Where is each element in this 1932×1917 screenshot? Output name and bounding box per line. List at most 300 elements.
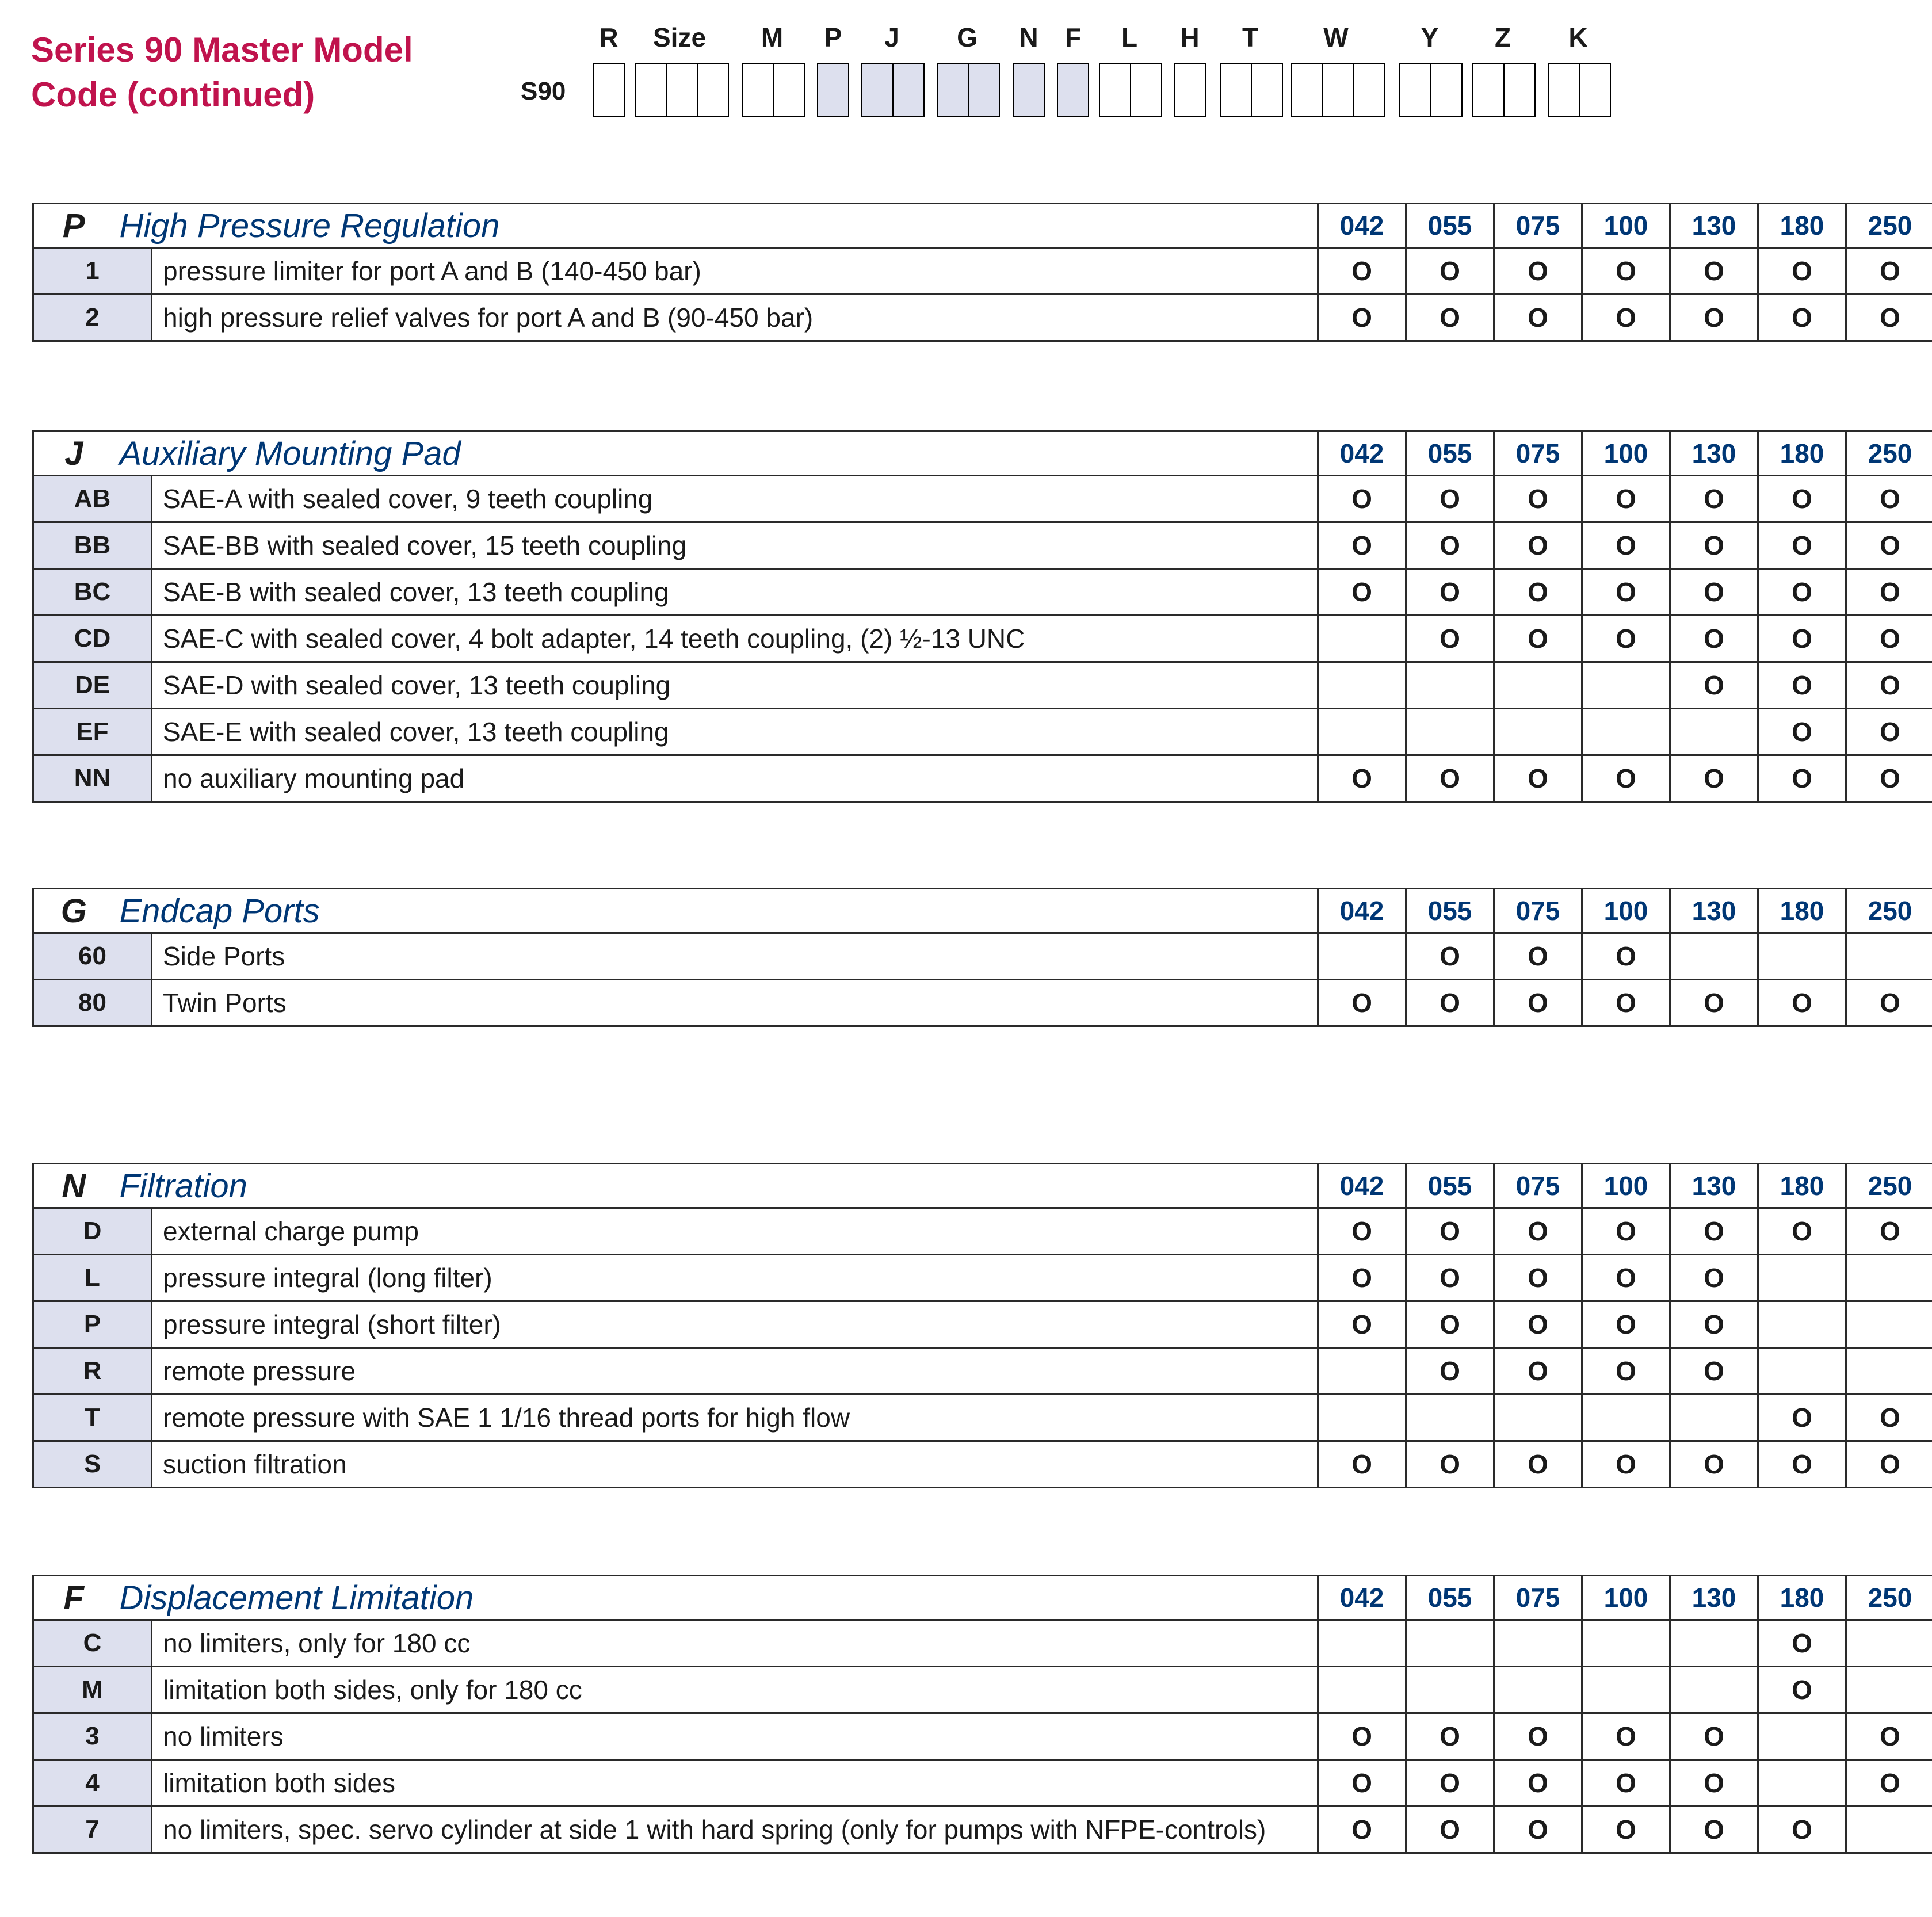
availability-cell: O [1318,1255,1406,1301]
code-box [1430,63,1463,117]
option-code: AB [33,476,152,522]
option-code: M [33,1667,152,1713]
code-group-boxes [937,63,1000,117]
table-row [33,569,1932,616]
table-row [33,616,1932,662]
availability-cell: O [1494,1208,1582,1255]
availability-cell [1670,1620,1758,1667]
availability-cell: O [1406,476,1494,522]
availability-cell: O [1494,1301,1582,1348]
availability-cell [1406,1395,1494,1441]
section-title: High Pressure Regulation [114,204,1318,248]
availability-cell: O [1758,1620,1846,1667]
code-group-label: W [1323,22,1349,52]
availability-cell: O [1846,295,1932,341]
availability-cell: O [1670,616,1758,662]
option-table [32,1575,1932,1854]
availability-cell [1846,1301,1932,1348]
table-row [33,1208,1932,1255]
availability-cell: O [1582,569,1670,616]
size-column-header: 055 [1406,204,1494,248]
size-column-header: 042 [1318,204,1406,248]
option-description: SAE-B with sealed cover, 13 teeth coupling [152,569,1318,616]
availability-cell [1582,1395,1670,1441]
code-box [1548,63,1580,117]
option-code: R [33,1348,152,1395]
availability-cell [1758,1348,1846,1395]
code-box [1322,63,1354,117]
option-description: pressure limiter for port A and B (140-450 bar) [152,248,1318,295]
option-description: limitation both sides, only for 180 cc [152,1667,1318,1713]
availability-cell [1670,933,1758,980]
availability-cell [1318,933,1406,980]
availability-cell: O [1406,1760,1494,1807]
availability-cell: O [1846,662,1932,709]
code-group-label: H [1180,22,1200,52]
availability-cell: O [1582,755,1670,802]
availability-cell: O [1406,248,1494,295]
code-group-boxes [1472,63,1536,117]
availability-cell: O [1318,569,1406,616]
table-row [33,1348,1932,1395]
availability-cell: O [1494,933,1582,980]
size-column-header: 130 [1670,204,1758,248]
option-table [32,430,1932,803]
availability-cell: O [1582,1713,1670,1760]
table-header-row [33,889,1932,933]
option-code: BC [33,569,152,616]
availability-cell [1582,1620,1670,1667]
option-description: no limiters, only for 180 cc [152,1620,1318,1667]
option-code: P [33,1301,152,1348]
option-code: 4 [33,1760,152,1807]
availability-cell: O [1670,662,1758,709]
availability-cell: O [1758,662,1846,709]
size-column-header: 075 [1494,1576,1582,1620]
availability-cell [1318,1395,1406,1441]
availability-cell: O [1494,1255,1582,1301]
availability-cell [1318,1348,1406,1395]
availability-cell [1582,709,1670,755]
size-column-header: 250 [1846,889,1932,933]
code-box [1472,63,1505,117]
code-box [937,63,969,117]
size-column-header: 100 [1582,889,1670,933]
option-code: 80 [33,980,152,1026]
code-box [773,63,805,117]
code-group-boxes [1057,63,1089,117]
code-box [1251,63,1283,117]
option-code: DE [33,662,152,709]
option-description: high pressure relief valves for port A and B (90-450 bar) [152,295,1318,341]
option-description: no auxiliary mounting pad [152,755,1318,802]
availability-cell: O [1406,569,1494,616]
table-row [33,1620,1932,1667]
availability-cell: O [1494,248,1582,295]
availability-cell: O [1670,980,1758,1026]
table-row [33,933,1932,980]
option-description: remote pressure [152,1348,1318,1395]
size-column-header: 042 [1318,1576,1406,1620]
size-column-header: 042 [1318,431,1406,476]
availability-cell: O [1846,476,1932,522]
availability-cell: O [1318,1441,1406,1488]
section-title: Filtration [114,1164,1318,1208]
table-row [33,1713,1932,1760]
availability-cell [1670,1667,1758,1713]
availability-cell: O [1670,1713,1758,1760]
availability-cell: O [1582,933,1670,980]
availability-cell: O [1494,616,1582,662]
table-row [33,1441,1932,1488]
size-column-header: 180 [1758,1164,1846,1208]
availability-cell [1846,933,1932,980]
availability-cell: O [1846,522,1932,569]
size-column-header: 180 [1758,431,1846,476]
table-row [33,295,1932,341]
size-column-header: 180 [1758,889,1846,933]
code-group-boxes [861,63,925,117]
availability-cell: O [1406,980,1494,1026]
availability-cell [1318,1667,1406,1713]
availability-cell [1846,1255,1932,1301]
code-group-label: Y [1421,22,1439,52]
option-description: SAE-BB with sealed cover, 15 teeth coupling [152,522,1318,569]
availability-cell: O [1318,755,1406,802]
code-group-boxes [1099,63,1162,117]
size-column-header: 130 [1670,431,1758,476]
availability-cell: O [1406,1348,1494,1395]
section-letter: N [33,1164,114,1208]
availability-cell: O [1318,1807,1406,1853]
availability-cell [1318,709,1406,755]
availability-cell: O [1846,1395,1932,1441]
code-group-boxes [1220,63,1283,117]
option-code: 60 [33,933,152,980]
size-column-header: 250 [1846,431,1932,476]
model-code-prefix: S90 [521,77,566,105]
table-row [33,522,1932,569]
availability-cell [1582,1667,1670,1713]
availability-cell: O [1406,522,1494,569]
size-column-header: 055 [1406,1576,1494,1620]
code-group-boxes [742,63,805,117]
option-code: 2 [33,295,152,341]
availability-cell: O [1582,1441,1670,1488]
option-description: no limiters [152,1713,1318,1760]
size-column-header: 130 [1670,1576,1758,1620]
table-row [33,1760,1932,1807]
code-box [1399,63,1431,117]
code-group-label: R [599,22,618,52]
availability-cell: O [1670,569,1758,616]
option-code: 7 [33,1807,152,1853]
option-table [32,888,1932,1027]
table-header-row [33,204,1932,248]
availability-cell [1406,1620,1494,1667]
availability-cell: O [1494,295,1582,341]
option-code: C [33,1620,152,1667]
size-column-header: 075 [1494,204,1582,248]
availability-cell: O [1670,248,1758,295]
availability-cell: O [1582,1348,1670,1395]
availability-cell [1494,1395,1582,1441]
table-header-row [33,1576,1932,1620]
availability-cell: O [1582,616,1670,662]
availability-cell: O [1670,1348,1758,1395]
option-code: L [33,1255,152,1301]
option-code: EF [33,709,152,755]
availability-cell: O [1758,1208,1846,1255]
availability-cell [1670,1395,1758,1441]
availability-cell [1758,1301,1846,1348]
code-box [1220,63,1252,117]
availability-cell [1406,1667,1494,1713]
availability-cell: O [1758,1441,1846,1488]
availability-cell: O [1494,522,1582,569]
code-group-label: Z [1494,22,1511,52]
option-description: pressure integral (long filter) [152,1255,1318,1301]
availability-cell: O [1494,569,1582,616]
availability-cell: O [1670,522,1758,569]
availability-cell: O [1582,980,1670,1026]
availability-cell [1846,1348,1932,1395]
option-description: SAE-D with sealed cover, 13 teeth coupling [152,662,1318,709]
code-group-label: P [824,22,842,52]
availability-cell: O [1494,1348,1582,1395]
code-group-boxes [1291,63,1385,117]
table-row [33,1807,1932,1853]
availability-cell [1494,709,1582,755]
option-code: 3 [33,1713,152,1760]
option-table [32,1163,1932,1488]
availability-cell [1406,662,1494,709]
size-column-header: 042 [1318,889,1406,933]
availability-cell: O [1758,1667,1846,1713]
size-column-header: 130 [1670,889,1758,933]
availability-cell: O [1758,476,1846,522]
section-letter: F [33,1576,114,1620]
availability-cell [1318,1620,1406,1667]
availability-cell: O [1406,1301,1494,1348]
code-group-label: N [1019,22,1038,52]
code-box [968,63,1000,117]
availability-cell [1494,1620,1582,1667]
code-box [697,63,729,117]
option-description: SAE-C with sealed cover, 4 bolt adapter, 14 teeth coupling, (2) ½-13 UNC [152,616,1318,662]
availability-cell [1318,616,1406,662]
availability-cell: O [1318,1208,1406,1255]
availability-cell: O [1670,1441,1758,1488]
availability-cell: O [1494,1807,1582,1853]
option-description: limitation both sides [152,1760,1318,1807]
availability-cell: O [1582,1807,1670,1853]
size-column-header: 100 [1582,431,1670,476]
option-description: Side Ports [152,933,1318,980]
option-code: CD [33,616,152,662]
option-code: T [33,1395,152,1441]
size-column-header: 250 [1846,1576,1932,1620]
option-description: SAE-A with sealed cover, 9 teeth coupling [152,476,1318,522]
availability-cell: O [1406,295,1494,341]
availability-cell [1758,1255,1846,1301]
section-title: Auxiliary Mounting Pad [114,431,1318,476]
size-column-header: 075 [1494,889,1582,933]
code-box [1291,63,1323,117]
page-title [31,28,413,117]
availability-cell: O [1406,1713,1494,1760]
availability-cell [1494,662,1582,709]
availability-cell: O [1670,1301,1758,1348]
size-column-header: 055 [1406,889,1494,933]
availability-cell: O [1846,1713,1932,1760]
availability-cell: O [1582,1208,1670,1255]
code-box [1174,63,1206,117]
availability-cell: O [1758,616,1846,662]
size-column-header: 180 [1758,204,1846,248]
table-row [33,662,1932,709]
availability-cell: O [1318,1713,1406,1760]
size-column-header: 075 [1494,1164,1582,1208]
availability-cell: O [1758,709,1846,755]
availability-cell [1846,1620,1932,1667]
option-description: suction filtration [152,1441,1318,1488]
availability-cell: O [1406,1255,1494,1301]
availability-cell: O [1582,476,1670,522]
option-description: SAE-E with sealed cover, 13 teeth coupling [152,709,1318,755]
availability-cell: O [1582,1255,1670,1301]
table-row [33,1395,1932,1441]
option-code: S [33,1441,152,1488]
code-box [861,63,894,117]
availability-cell: O [1494,1760,1582,1807]
availability-cell: O [1758,295,1846,341]
code-group-label: L [1121,22,1138,52]
availability-cell: O [1318,522,1406,569]
code-box [666,63,698,117]
availability-cell: O [1406,1807,1494,1853]
availability-cell: O [1582,1760,1670,1807]
availability-cell: O [1318,248,1406,295]
code-box [742,63,774,117]
availability-cell: O [1494,1441,1582,1488]
availability-cell: O [1494,476,1582,522]
option-description: external charge pump [152,1208,1318,1255]
table-row [33,755,1932,802]
code-box [1099,63,1131,117]
code-box [892,63,925,117]
table-row [33,1255,1932,1301]
availability-cell: O [1318,295,1406,341]
availability-cell: O [1406,616,1494,662]
availability-cell [1758,933,1846,980]
availability-cell: O [1846,980,1932,1026]
code-box [1130,63,1162,117]
option-description: Twin Ports [152,980,1318,1026]
code-group-boxes [593,63,625,117]
availability-cell [1758,1760,1846,1807]
availability-cell: O [1494,755,1582,802]
size-column-header: 250 [1846,204,1932,248]
availability-cell: O [1670,295,1758,341]
availability-cell: O [1582,1301,1670,1348]
size-column-header: 130 [1670,1164,1758,1208]
code-group-label: K [1568,22,1588,52]
table-row [33,980,1932,1026]
option-description: no limiters, spec. servo cylinder at side 1 with hard spring (only for pumps with NFPE-controls) [152,1807,1318,1853]
code-group-label: J [884,22,899,52]
availability-cell: O [1758,980,1846,1026]
availability-cell: O [1846,755,1932,802]
availability-cell: O [1846,1208,1932,1255]
availability-cell: O [1406,755,1494,802]
code-box [1579,63,1611,117]
option-table [32,203,1932,342]
availability-cell: O [1846,709,1932,755]
availability-cell [1670,709,1758,755]
availability-cell: O [1406,933,1494,980]
availability-cell: O [1582,248,1670,295]
code-group-boxes [1174,63,1206,117]
availability-cell [1318,662,1406,709]
availability-cell: O [1670,1760,1758,1807]
availability-cell: O [1582,522,1670,569]
size-column-header: 100 [1582,204,1670,248]
availability-cell: O [1670,1807,1758,1853]
code-box [1057,63,1089,117]
option-description: pressure integral (short filter) [152,1301,1318,1348]
code-group-boxes [635,63,729,117]
code-group-boxes [1399,63,1463,117]
availability-cell [1494,1667,1582,1713]
availability-cell: O [1846,569,1932,616]
code-box [593,63,625,117]
option-code: BB [33,522,152,569]
option-code: 1 [33,248,152,295]
code-group-boxes [817,63,849,117]
size-column-header: 180 [1758,1576,1846,1620]
availability-cell [1846,1667,1932,1713]
availability-cell: O [1846,248,1932,295]
availability-cell [1846,1807,1932,1853]
availability-cell: O [1582,295,1670,341]
code-group-label: M [761,22,784,52]
availability-cell: O [1846,1760,1932,1807]
option-description: remote pressure with SAE 1 1/16 thread ports for high flow [152,1395,1318,1441]
size-column-header: 055 [1406,1164,1494,1208]
availability-cell: O [1758,1807,1846,1853]
availability-cell: O [1318,1301,1406,1348]
size-column-header: 100 [1582,1164,1670,1208]
size-column-header: 100 [1582,1576,1670,1620]
code-box [1353,63,1385,117]
section-letter: J [33,431,114,476]
table-row [33,709,1932,755]
availability-cell: O [1406,1441,1494,1488]
section-letter: P [33,204,114,248]
availability-cell: O [1758,248,1846,295]
option-code: NN [33,755,152,802]
table-row [33,248,1932,295]
option-code: D [33,1208,152,1255]
code-group-label: G [957,22,978,52]
availability-cell [1406,709,1494,755]
size-column-header: 075 [1494,431,1582,476]
availability-cell: O [1846,616,1932,662]
code-group-label: Size [652,22,707,52]
availability-cell: O [1406,1208,1494,1255]
availability-cell: O [1758,755,1846,802]
